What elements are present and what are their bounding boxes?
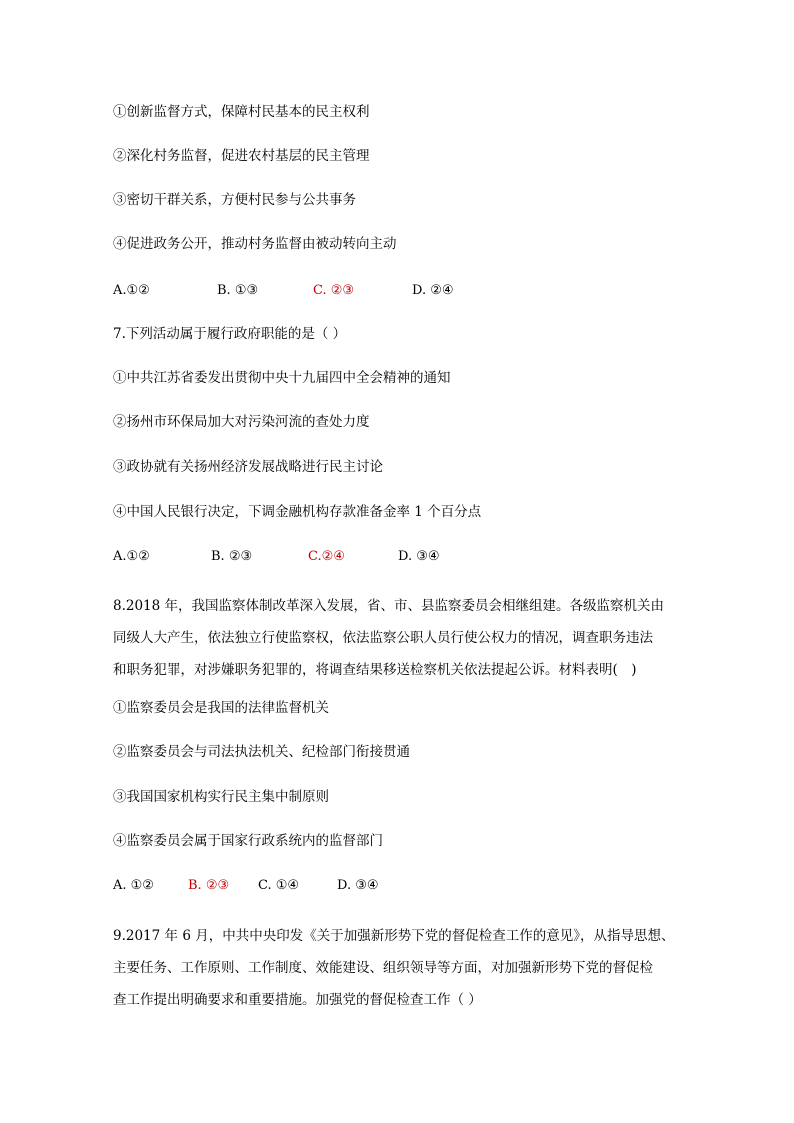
q7-item-3: ③政协就有关扬州经济发展战略进行民主讨论 — [113, 459, 383, 475]
q7-option-a: A.①② — [113, 549, 150, 564]
q9-stem-line-3: 查工作提出明确要求和重要措施。加强党的督促检查工作（ ） — [113, 992, 482, 1008]
q7-item-2: ②扬州市环保局加大对污染河流的查处力度 — [113, 414, 370, 430]
q6-option-b: B. ①③ — [217, 283, 259, 298]
q8-option-a: A. ①② — [113, 878, 154, 893]
q8-stem — [113, 590, 685, 686]
q8-stem-line-1: 8.2018 年，我国监察体制改革深入发展，省、市、县监察委员会相继组建。各级监察机关由 — [113, 598, 665, 614]
q8-option-b-answer: B. ②③ — [188, 878, 230, 893]
q6-item-1: ①创新监督方式，保障村民基本的民主权利 — [113, 104, 370, 120]
q8-item-3: ③我国国家机构实行民主集中制原则 — [113, 789, 329, 805]
q8-stem-line-2: 同级人大产生，依法独立行使监察权，依法监察公职人员行使公权力的情况，调查职务违法 — [113, 630, 653, 646]
q6-option-c-answer: C. ②③ — [313, 283, 355, 298]
q8-item-2: ②监察委员会与司法执法机关、纪检部门衔接贯通 — [113, 744, 410, 760]
q8-item-1: ①监察委员会是我国的法律监督机关 — [113, 700, 329, 716]
q8-option-c: C. ①④ — [258, 878, 300, 893]
q9-stem-line-1: 9.2017 年 6 月，中共中央印发《关于加强新形势下党的督促检查工作的意见》，从指导思想、 — [113, 928, 675, 944]
q8-option-d: D. ③④ — [337, 878, 379, 893]
q6-item-3: ③密切干群关系，方便村民参与公共事务 — [113, 192, 356, 208]
q6-item-2: ②深化村务监督，促进农村基层的民主管理 — [113, 148, 370, 164]
q8-item-4: ④监察委员会属于国家行政系统内的监督部门 — [113, 833, 383, 849]
q6-option-a: A.①② — [113, 283, 150, 298]
q7-option-c-answer: C.②④ — [308, 549, 345, 564]
q7-option-d: D. ③④ — [398, 549, 440, 564]
q6-option-d: D. ②④ — [412, 283, 454, 298]
q8-stem-line-3: 和职务犯罪，对涉嫌职务犯罪的，将调查结果移送检察机关依法提起公诉。材料表明( ) — [113, 662, 637, 678]
q9-stem-line-2: 主要任务、工作原则、工作制度、效能建设、组织领导等方面，对加强新形势下党的督促检 — [113, 960, 653, 976]
q9-stem — [113, 920, 685, 1016]
q7-item-4: ④中国人民银行决定，下调金融机构存款准备金率 1 个百分点 — [113, 504, 482, 520]
q7-stem: 7.下列活动属于履行政府职能的是（ ） — [113, 326, 347, 342]
q6-item-4: ④促进政务公开，推动村务监督由被动转向主动 — [113, 236, 397, 252]
q7-option-b: B. ②③ — [211, 549, 253, 564]
q7-item-1: ①中共江苏省委发出贯彻中央十九届四中全会精神的通知 — [113, 370, 451, 386]
